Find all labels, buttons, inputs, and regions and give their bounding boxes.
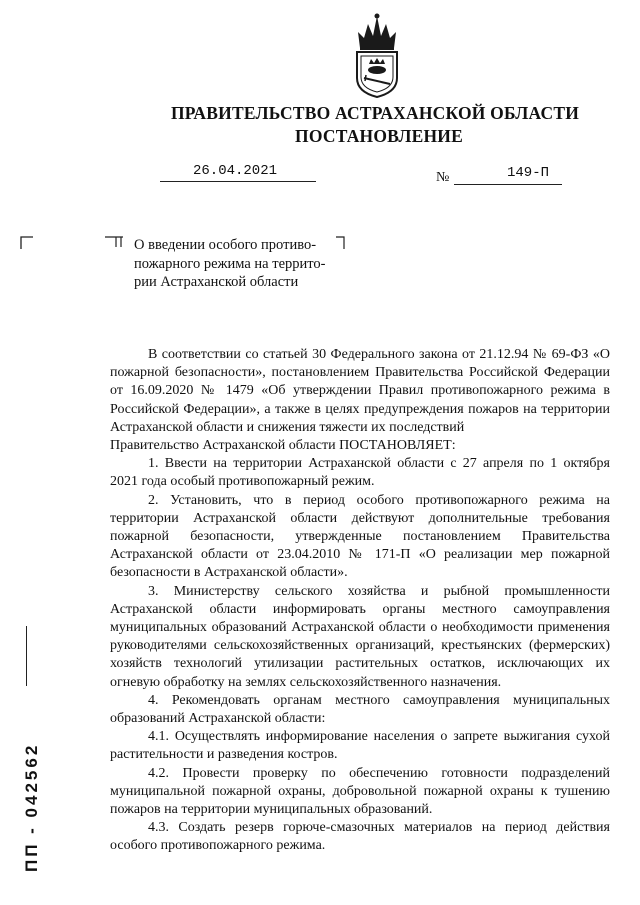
margin-line: [26, 626, 27, 686]
paragraph-1: 1. Ввести на территории Астраханской области с 27 апреля по 1 октября 2021 года особый противопожарный режим.: [110, 456, 610, 490]
paragraph-4-1: 4.1. Осуществлять информирование населения о запрете выжигания сухой растительности и разведения костров.: [110, 729, 610, 763]
government-name: ПРАВИТЕЛЬСТВО АСТРАХАНСКОЙ ОБЛАСТИ: [170, 103, 580, 123]
document-title: [134, 236, 349, 292]
paragraph-4-3: 4.3. Создать резерв горюче-смазочных материалов на период действия особого противопожарного режима.: [110, 820, 610, 854]
number-sign: №: [436, 170, 450, 185]
title-line: О введении особого противо-: [134, 237, 317, 253]
paragraph-3: 3. Министерству сельского хозяйства и рыбной промышленности Астраханской области информировать органы местного самоуправления муниципальных образований Астраханской области о необходимости применения руководителями сельскохозяйственных организаций, крестьянских (фермерских) хозяйств технологий утилизации растительных остатков, исключающих их огневую обработку на землях сельскохозяйственного назначения.: [110, 583, 610, 690]
document-number: 149-П: [507, 165, 550, 181]
document-type: ПОСТАНОВЛЕНИЕ: [295, 126, 463, 146]
left-corner-mark: [20, 236, 34, 250]
serial-number: ПП - 042562: [22, 742, 41, 872]
paragraph-4: 4. Рекомендовать органам местного самоуправления муниципальных образований Астраханской области:: [110, 692, 610, 727]
title-left-corner-mark: [104, 236, 124, 248]
number-underline: [454, 184, 562, 185]
document-date: 26.04.2021: [193, 163, 278, 179]
date-underline: [160, 181, 316, 182]
document-body: [110, 346, 610, 856]
title-line: рии Астраханской области: [134, 274, 299, 290]
preamble-paragraph: В соответствии со статьей 30 Федерального закона от 21.12.94 № 69-ФЗ «О пожарной безопасности», постановлением Правительства Российской Федерации от 16.09.2020 № 1479 «Об утверждении Правил противопожарного режима в Российской Федерации», а также в целях предупреждения пожаров на территории Астраханской области и снижения тяжести их последствий: [110, 347, 610, 435]
resolves-line: Правительство Астраханской области ПОСТАНОВЛЯЕТ:: [110, 438, 456, 454]
coat-of-arms-icon: [352, 12, 402, 98]
paragraph-2: 2. Установить, что в период особого противопожарного режима на территории Астраханской области действуют дополнительные требования пожарной безопасности, утвержденные постановлением Правительства Астраханской области от 23.04.2010 № 171-П «О реализации мер пожарной безопасности в Астраханской области».: [110, 492, 610, 581]
title-line: пожарного режима на террито-: [134, 255, 326, 272]
paragraph-4-2: 4.2. Провести проверку по обеспечению готовности подразделений муниципальной пожарной охраны, добровольной пожарной охраны к тушению пожаров на территории муниципальных образований.: [110, 765, 610, 818]
